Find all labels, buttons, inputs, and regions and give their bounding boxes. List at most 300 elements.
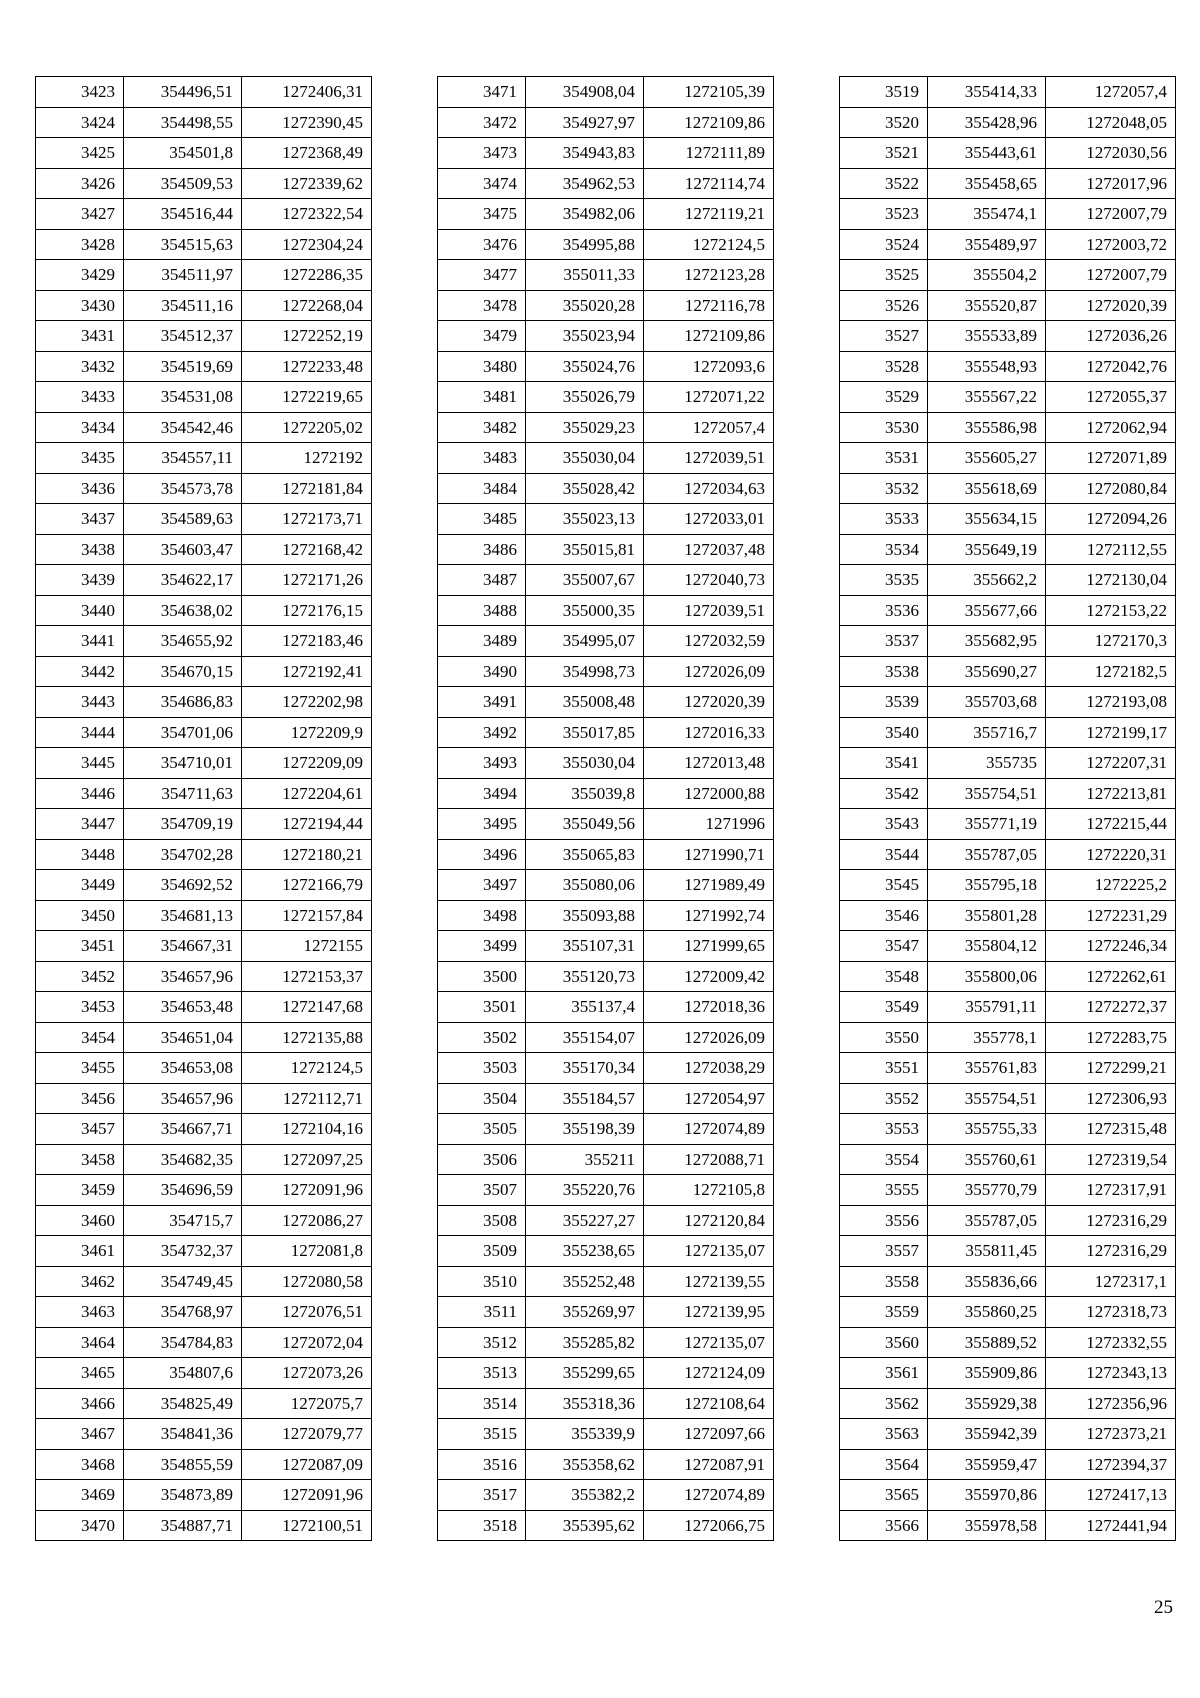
y-coordinate-cell: 1272209,09 bbox=[242, 748, 372, 779]
y-coordinate-cell: 1272319,54 bbox=[1046, 1144, 1176, 1175]
x-coordinate-cell: 354784,83 bbox=[124, 1327, 242, 1358]
table-row bbox=[438, 1480, 774, 1511]
y-coordinate-cell: 1272114,74 bbox=[644, 168, 774, 199]
y-coordinate-cell: 1272176,15 bbox=[242, 595, 372, 626]
y-coordinate-cell: 1272091,96 bbox=[242, 1480, 372, 1511]
table-row bbox=[840, 1358, 1176, 1389]
table-row bbox=[36, 412, 372, 443]
table-row bbox=[36, 168, 372, 199]
point-number-cell: 3543 bbox=[840, 809, 928, 840]
table-row bbox=[438, 1449, 774, 1480]
table-row bbox=[840, 412, 1176, 443]
x-coordinate-cell: 355682,95 bbox=[928, 626, 1046, 657]
table-row bbox=[438, 504, 774, 535]
x-coordinate-cell: 354515,63 bbox=[124, 229, 242, 260]
y-coordinate-cell: 1272205,02 bbox=[242, 412, 372, 443]
point-number-cell: 3564 bbox=[840, 1449, 928, 1480]
table-row bbox=[36, 839, 372, 870]
y-coordinate-cell: 1272123,28 bbox=[644, 260, 774, 291]
y-coordinate-cell: 1272007,79 bbox=[1046, 260, 1176, 291]
x-coordinate-cell: 354622,17 bbox=[124, 565, 242, 596]
table-row bbox=[438, 961, 774, 992]
y-coordinate-cell: 1272032,59 bbox=[644, 626, 774, 657]
point-number-cell: 3535 bbox=[840, 565, 928, 596]
point-number-cell: 3518 bbox=[438, 1510, 526, 1541]
x-coordinate-cell: 355703,68 bbox=[928, 687, 1046, 718]
y-coordinate-cell: 1272038,29 bbox=[644, 1053, 774, 1084]
point-number-cell: 3484 bbox=[438, 473, 526, 504]
point-number-cell: 3545 bbox=[840, 870, 928, 901]
x-coordinate-cell: 354657,96 bbox=[124, 1083, 242, 1114]
y-coordinate-cell: 1272033,01 bbox=[644, 504, 774, 535]
point-number-cell: 3470 bbox=[36, 1510, 124, 1541]
table-row bbox=[438, 1144, 774, 1175]
y-coordinate-cell: 1272057,4 bbox=[644, 412, 774, 443]
table-row bbox=[840, 473, 1176, 504]
point-number-cell: 3501 bbox=[438, 992, 526, 1023]
table-row bbox=[438, 382, 774, 413]
table-row bbox=[840, 534, 1176, 565]
point-number-cell: 3455 bbox=[36, 1053, 124, 1084]
point-number-cell: 3475 bbox=[438, 199, 526, 230]
point-number-cell: 3467 bbox=[36, 1419, 124, 1450]
x-coordinate-cell: 355649,19 bbox=[928, 534, 1046, 565]
point-number-cell: 3551 bbox=[840, 1053, 928, 1084]
x-coordinate-cell: 354709,19 bbox=[124, 809, 242, 840]
point-number-cell: 3441 bbox=[36, 626, 124, 657]
point-number-cell: 3452 bbox=[36, 961, 124, 992]
point-number-cell: 3521 bbox=[840, 138, 928, 169]
table-row bbox=[36, 778, 372, 809]
point-number-cell: 3493 bbox=[438, 748, 526, 779]
x-coordinate-cell: 355755,33 bbox=[928, 1114, 1046, 1145]
table-row bbox=[840, 809, 1176, 840]
table-row bbox=[36, 1144, 372, 1175]
y-coordinate-cell: 1272086,27 bbox=[242, 1205, 372, 1236]
point-number-cell: 3473 bbox=[438, 138, 526, 169]
x-coordinate-cell: 355677,66 bbox=[928, 595, 1046, 626]
x-coordinate-cell: 355227,27 bbox=[526, 1205, 644, 1236]
x-coordinate-cell: 355023,13 bbox=[526, 504, 644, 535]
point-number-cell: 3428 bbox=[36, 229, 124, 260]
x-coordinate-cell: 355030,04 bbox=[526, 748, 644, 779]
point-number-cell: 3437 bbox=[36, 504, 124, 535]
y-coordinate-cell: 1272207,31 bbox=[1046, 748, 1176, 779]
coordinate-table-3 bbox=[839, 76, 1176, 1541]
table-row bbox=[840, 1297, 1176, 1328]
x-coordinate-cell: 354667,31 bbox=[124, 931, 242, 962]
point-number-cell: 3558 bbox=[840, 1266, 928, 1297]
point-number-cell: 3443 bbox=[36, 687, 124, 718]
y-coordinate-cell: 1272153,22 bbox=[1046, 595, 1176, 626]
table-row bbox=[840, 626, 1176, 657]
table-row bbox=[36, 1449, 372, 1480]
point-number-cell: 3517 bbox=[438, 1480, 526, 1511]
x-coordinate-cell: 354589,63 bbox=[124, 504, 242, 535]
table-row bbox=[36, 870, 372, 901]
y-coordinate-cell: 1272373,21 bbox=[1046, 1419, 1176, 1450]
table-row bbox=[840, 687, 1176, 718]
point-number-cell: 3478 bbox=[438, 290, 526, 321]
x-coordinate-cell: 355023,94 bbox=[526, 321, 644, 352]
x-coordinate-cell: 354667,71 bbox=[124, 1114, 242, 1145]
x-coordinate-cell: 354512,37 bbox=[124, 321, 242, 352]
point-number-cell: 3481 bbox=[438, 382, 526, 413]
table-row bbox=[438, 626, 774, 657]
y-coordinate-cell: 1272199,17 bbox=[1046, 717, 1176, 748]
point-number-cell: 3522 bbox=[840, 168, 928, 199]
point-number-cell: 3529 bbox=[840, 382, 928, 413]
table-row bbox=[36, 809, 372, 840]
table-row bbox=[840, 1083, 1176, 1114]
y-coordinate-cell: 1272074,89 bbox=[644, 1114, 774, 1145]
y-coordinate-cell: 1272116,78 bbox=[644, 290, 774, 321]
point-number-cell: 3483 bbox=[438, 443, 526, 474]
table-row bbox=[438, 443, 774, 474]
table-row bbox=[840, 1449, 1176, 1480]
x-coordinate-cell: 354982,06 bbox=[526, 199, 644, 230]
point-number-cell: 3528 bbox=[840, 351, 928, 382]
y-coordinate-cell: 1272111,89 bbox=[644, 138, 774, 169]
y-coordinate-cell: 1272017,96 bbox=[1046, 168, 1176, 199]
point-number-cell: 3504 bbox=[438, 1083, 526, 1114]
table-row bbox=[438, 1419, 774, 1450]
x-coordinate-cell: 354498,55 bbox=[124, 107, 242, 138]
y-coordinate-cell: 1271999,65 bbox=[644, 931, 774, 962]
point-number-cell: 3492 bbox=[438, 717, 526, 748]
y-coordinate-cell: 1272441,94 bbox=[1046, 1510, 1176, 1541]
point-number-cell: 3427 bbox=[36, 199, 124, 230]
table-row bbox=[438, 1297, 774, 1328]
point-number-cell: 3432 bbox=[36, 351, 124, 382]
x-coordinate-cell: 355220,76 bbox=[526, 1175, 644, 1206]
table-row bbox=[438, 351, 774, 382]
x-coordinate-cell: 354711,63 bbox=[124, 778, 242, 809]
x-coordinate-cell: 354873,89 bbox=[124, 1480, 242, 1511]
point-number-cell: 3496 bbox=[438, 839, 526, 870]
y-coordinate-cell: 1272104,16 bbox=[242, 1114, 372, 1145]
x-coordinate-cell: 355778,1 bbox=[928, 1022, 1046, 1053]
table-row bbox=[36, 1236, 372, 1267]
point-number-cell: 3559 bbox=[840, 1297, 928, 1328]
x-coordinate-cell: 354653,48 bbox=[124, 992, 242, 1023]
y-coordinate-cell: 1272155 bbox=[242, 931, 372, 962]
point-number-cell: 3488 bbox=[438, 595, 526, 626]
x-coordinate-cell: 354841,36 bbox=[124, 1419, 242, 1450]
table-row bbox=[438, 748, 774, 779]
x-coordinate-cell: 355443,61 bbox=[928, 138, 1046, 169]
point-number-cell: 3466 bbox=[36, 1388, 124, 1419]
table-row bbox=[36, 1480, 372, 1511]
table-row bbox=[36, 473, 372, 504]
point-number-cell: 3514 bbox=[438, 1388, 526, 1419]
y-coordinate-cell: 1272268,04 bbox=[242, 290, 372, 321]
x-coordinate-cell: 355318,36 bbox=[526, 1388, 644, 1419]
x-coordinate-cell: 354655,92 bbox=[124, 626, 242, 657]
y-coordinate-cell: 1272100,51 bbox=[242, 1510, 372, 1541]
table-row bbox=[36, 1022, 372, 1053]
point-number-cell: 3463 bbox=[36, 1297, 124, 1328]
y-coordinate-cell: 1272119,21 bbox=[644, 199, 774, 230]
table-row bbox=[840, 229, 1176, 260]
y-coordinate-cell: 1272231,29 bbox=[1046, 900, 1176, 931]
coordinate-table-1 bbox=[35, 76, 372, 1541]
x-coordinate-cell: 355011,33 bbox=[526, 260, 644, 291]
point-number-cell: 3525 bbox=[840, 260, 928, 291]
table-row bbox=[36, 931, 372, 962]
x-coordinate-cell: 355800,06 bbox=[928, 961, 1046, 992]
y-coordinate-cell: 1272182,5 bbox=[1046, 656, 1176, 687]
table-row bbox=[840, 1114, 1176, 1145]
x-coordinate-cell: 355029,23 bbox=[526, 412, 644, 443]
table-row bbox=[438, 931, 774, 962]
x-coordinate-cell: 354542,46 bbox=[124, 412, 242, 443]
y-coordinate-cell: 1272000,88 bbox=[644, 778, 774, 809]
y-coordinate-cell: 1272318,73 bbox=[1046, 1297, 1176, 1328]
table-row bbox=[840, 961, 1176, 992]
y-coordinate-cell: 1272246,34 bbox=[1046, 931, 1176, 962]
table-row bbox=[840, 931, 1176, 962]
point-number-cell: 3445 bbox=[36, 748, 124, 779]
point-number-cell: 3505 bbox=[438, 1114, 526, 1145]
point-number-cell: 3485 bbox=[438, 504, 526, 535]
y-coordinate-cell: 1272075,7 bbox=[242, 1388, 372, 1419]
table-row bbox=[840, 107, 1176, 138]
x-coordinate-cell: 355771,19 bbox=[928, 809, 1046, 840]
y-coordinate-cell: 1272299,21 bbox=[1046, 1053, 1176, 1084]
x-coordinate-cell: 354509,53 bbox=[124, 168, 242, 199]
table-row bbox=[438, 656, 774, 687]
y-coordinate-cell: 1272018,36 bbox=[644, 992, 774, 1023]
y-coordinate-cell: 1272124,5 bbox=[644, 229, 774, 260]
point-number-cell: 3425 bbox=[36, 138, 124, 169]
y-coordinate-cell: 1272194,44 bbox=[242, 809, 372, 840]
table-row bbox=[840, 77, 1176, 108]
point-number-cell: 3442 bbox=[36, 656, 124, 687]
x-coordinate-cell: 355269,97 bbox=[526, 1297, 644, 1328]
x-coordinate-cell: 355285,82 bbox=[526, 1327, 644, 1358]
x-coordinate-cell: 355586,98 bbox=[928, 412, 1046, 443]
table-row bbox=[438, 1083, 774, 1114]
y-coordinate-cell: 1272215,44 bbox=[1046, 809, 1176, 840]
y-coordinate-cell: 1272153,37 bbox=[242, 961, 372, 992]
table-row bbox=[840, 443, 1176, 474]
table-row bbox=[840, 900, 1176, 931]
x-coordinate-cell: 355605,27 bbox=[928, 443, 1046, 474]
x-coordinate-cell: 355716,7 bbox=[928, 717, 1046, 748]
table-row bbox=[840, 290, 1176, 321]
y-coordinate-cell: 1272054,97 bbox=[644, 1083, 774, 1114]
x-coordinate-cell: 354516,44 bbox=[124, 199, 242, 230]
y-coordinate-cell: 1272135,88 bbox=[242, 1022, 372, 1053]
table-row bbox=[840, 1266, 1176, 1297]
x-coordinate-cell: 355358,62 bbox=[526, 1449, 644, 1480]
point-number-cell: 3465 bbox=[36, 1358, 124, 1389]
x-coordinate-cell: 354702,28 bbox=[124, 839, 242, 870]
x-coordinate-cell: 354519,69 bbox=[124, 351, 242, 382]
table-row bbox=[840, 992, 1176, 1023]
x-coordinate-cell: 355754,51 bbox=[928, 778, 1046, 809]
point-number-cell: 3438 bbox=[36, 534, 124, 565]
table-row bbox=[840, 1175, 1176, 1206]
y-coordinate-cell: 1272192,41 bbox=[242, 656, 372, 687]
table-row bbox=[36, 1388, 372, 1419]
point-number-cell: 3519 bbox=[840, 77, 928, 108]
y-coordinate-cell: 1272368,49 bbox=[242, 138, 372, 169]
table-row bbox=[438, 809, 774, 840]
table-row bbox=[36, 992, 372, 1023]
point-number-cell: 3544 bbox=[840, 839, 928, 870]
point-number-cell: 3557 bbox=[840, 1236, 928, 1267]
y-coordinate-cell: 1272168,42 bbox=[242, 534, 372, 565]
table-row bbox=[36, 77, 372, 108]
point-number-cell: 3560 bbox=[840, 1327, 928, 1358]
x-coordinate-cell: 354749,45 bbox=[124, 1266, 242, 1297]
point-number-cell: 3553 bbox=[840, 1114, 928, 1145]
y-coordinate-cell: 1272071,89 bbox=[1046, 443, 1176, 474]
x-coordinate-cell: 354653,08 bbox=[124, 1053, 242, 1084]
table-row bbox=[36, 900, 372, 931]
table-row bbox=[438, 900, 774, 931]
y-coordinate-cell: 1272105,39 bbox=[644, 77, 774, 108]
y-coordinate-cell: 1272003,72 bbox=[1046, 229, 1176, 260]
x-coordinate-cell: 355801,28 bbox=[928, 900, 1046, 931]
point-number-cell: 3434 bbox=[36, 412, 124, 443]
x-coordinate-cell: 354701,06 bbox=[124, 717, 242, 748]
point-number-cell: 3433 bbox=[36, 382, 124, 413]
point-number-cell: 3524 bbox=[840, 229, 928, 260]
y-coordinate-cell: 1272262,61 bbox=[1046, 961, 1176, 992]
point-number-cell: 3477 bbox=[438, 260, 526, 291]
table-row bbox=[438, 687, 774, 718]
table-row bbox=[36, 1358, 372, 1389]
table-row bbox=[36, 595, 372, 626]
point-number-cell: 3440 bbox=[36, 595, 124, 626]
x-coordinate-cell: 354603,47 bbox=[124, 534, 242, 565]
x-coordinate-cell: 354768,97 bbox=[124, 1297, 242, 1328]
point-number-cell: 3459 bbox=[36, 1175, 124, 1206]
point-number-cell: 3439 bbox=[36, 565, 124, 596]
y-coordinate-cell: 1272048,05 bbox=[1046, 107, 1176, 138]
table-row bbox=[840, 260, 1176, 291]
point-number-cell: 3498 bbox=[438, 900, 526, 931]
x-coordinate-cell: 355211 bbox=[526, 1144, 644, 1175]
table-row bbox=[438, 1053, 774, 1084]
point-number-cell: 3547 bbox=[840, 931, 928, 962]
table-row bbox=[36, 626, 372, 657]
point-number-cell: 3429 bbox=[36, 260, 124, 291]
y-coordinate-cell: 1272072,04 bbox=[242, 1327, 372, 1358]
x-coordinate-cell: 355382,2 bbox=[526, 1480, 644, 1511]
point-number-cell: 3426 bbox=[36, 168, 124, 199]
table-row bbox=[36, 1175, 372, 1206]
x-coordinate-cell: 355007,67 bbox=[526, 565, 644, 596]
y-coordinate-cell: 1272097,25 bbox=[242, 1144, 372, 1175]
y-coordinate-cell: 1272080,58 bbox=[242, 1266, 372, 1297]
table-row bbox=[36, 1266, 372, 1297]
x-coordinate-cell: 354657,96 bbox=[124, 961, 242, 992]
y-coordinate-cell: 1272180,21 bbox=[242, 839, 372, 870]
x-coordinate-cell: 354943,83 bbox=[526, 138, 644, 169]
table-row bbox=[840, 351, 1176, 382]
point-number-cell: 3454 bbox=[36, 1022, 124, 1053]
y-coordinate-cell: 1272087,91 bbox=[644, 1449, 774, 1480]
x-coordinate-cell: 355107,31 bbox=[526, 931, 644, 962]
x-coordinate-cell: 354501,8 bbox=[124, 138, 242, 169]
y-coordinate-cell: 1272042,76 bbox=[1046, 351, 1176, 382]
table-row bbox=[840, 748, 1176, 779]
x-coordinate-cell: 354638,02 bbox=[124, 595, 242, 626]
point-number-cell: 3449 bbox=[36, 870, 124, 901]
point-number-cell: 3469 bbox=[36, 1480, 124, 1511]
point-number-cell: 3494 bbox=[438, 778, 526, 809]
point-number-cell: 3508 bbox=[438, 1205, 526, 1236]
table-row bbox=[840, 1236, 1176, 1267]
y-coordinate-cell: 1272315,48 bbox=[1046, 1114, 1176, 1145]
x-coordinate-cell: 355299,65 bbox=[526, 1358, 644, 1389]
point-number-cell: 3462 bbox=[36, 1266, 124, 1297]
y-coordinate-cell: 1272030,56 bbox=[1046, 138, 1176, 169]
point-number-cell: 3446 bbox=[36, 778, 124, 809]
y-coordinate-cell: 1272322,54 bbox=[242, 199, 372, 230]
point-number-cell: 3536 bbox=[840, 595, 928, 626]
table-row bbox=[840, 1419, 1176, 1450]
point-number-cell: 3482 bbox=[438, 412, 526, 443]
x-coordinate-cell: 355020,28 bbox=[526, 290, 644, 321]
y-coordinate-cell: 1272339,62 bbox=[242, 168, 372, 199]
x-coordinate-cell: 355618,69 bbox=[928, 473, 1046, 504]
x-coordinate-cell: 354962,53 bbox=[526, 168, 644, 199]
y-coordinate-cell: 1272130,04 bbox=[1046, 565, 1176, 596]
x-coordinate-cell: 355184,57 bbox=[526, 1083, 644, 1114]
table-row bbox=[438, 717, 774, 748]
point-number-cell: 3479 bbox=[438, 321, 526, 352]
x-coordinate-cell: 355049,56 bbox=[526, 809, 644, 840]
y-coordinate-cell: 1272124,5 bbox=[242, 1053, 372, 1084]
point-number-cell: 3435 bbox=[36, 443, 124, 474]
point-number-cell: 3546 bbox=[840, 900, 928, 931]
point-number-cell: 3468 bbox=[36, 1449, 124, 1480]
point-number-cell: 3556 bbox=[840, 1205, 928, 1236]
table-row bbox=[438, 534, 774, 565]
point-number-cell: 3499 bbox=[438, 931, 526, 962]
x-coordinate-cell: 355414,33 bbox=[928, 77, 1046, 108]
table-row bbox=[36, 748, 372, 779]
x-coordinate-cell: 355909,86 bbox=[928, 1358, 1046, 1389]
y-coordinate-cell: 1272306,93 bbox=[1046, 1083, 1176, 1114]
y-coordinate-cell: 1272109,86 bbox=[644, 107, 774, 138]
y-coordinate-cell: 1272147,68 bbox=[242, 992, 372, 1023]
table-row bbox=[438, 199, 774, 230]
y-coordinate-cell: 1272316,29 bbox=[1046, 1236, 1176, 1267]
point-number-cell: 3458 bbox=[36, 1144, 124, 1175]
y-coordinate-cell: 1272093,6 bbox=[644, 351, 774, 382]
x-coordinate-cell: 355080,06 bbox=[526, 870, 644, 901]
x-coordinate-cell: 354651,04 bbox=[124, 1022, 242, 1053]
x-coordinate-cell: 354681,13 bbox=[124, 900, 242, 931]
point-number-cell: 3457 bbox=[36, 1114, 124, 1145]
x-coordinate-cell: 355804,12 bbox=[928, 931, 1046, 962]
point-number-cell: 3480 bbox=[438, 351, 526, 382]
x-coordinate-cell: 355970,86 bbox=[928, 1480, 1046, 1511]
y-coordinate-cell: 1272094,26 bbox=[1046, 504, 1176, 535]
point-number-cell: 3436 bbox=[36, 473, 124, 504]
coordinate-table-2 bbox=[437, 76, 774, 1541]
table-row bbox=[438, 1175, 774, 1206]
table-row bbox=[438, 1022, 774, 1053]
x-coordinate-cell: 354531,08 bbox=[124, 382, 242, 413]
y-coordinate-cell: 1272343,13 bbox=[1046, 1358, 1176, 1389]
